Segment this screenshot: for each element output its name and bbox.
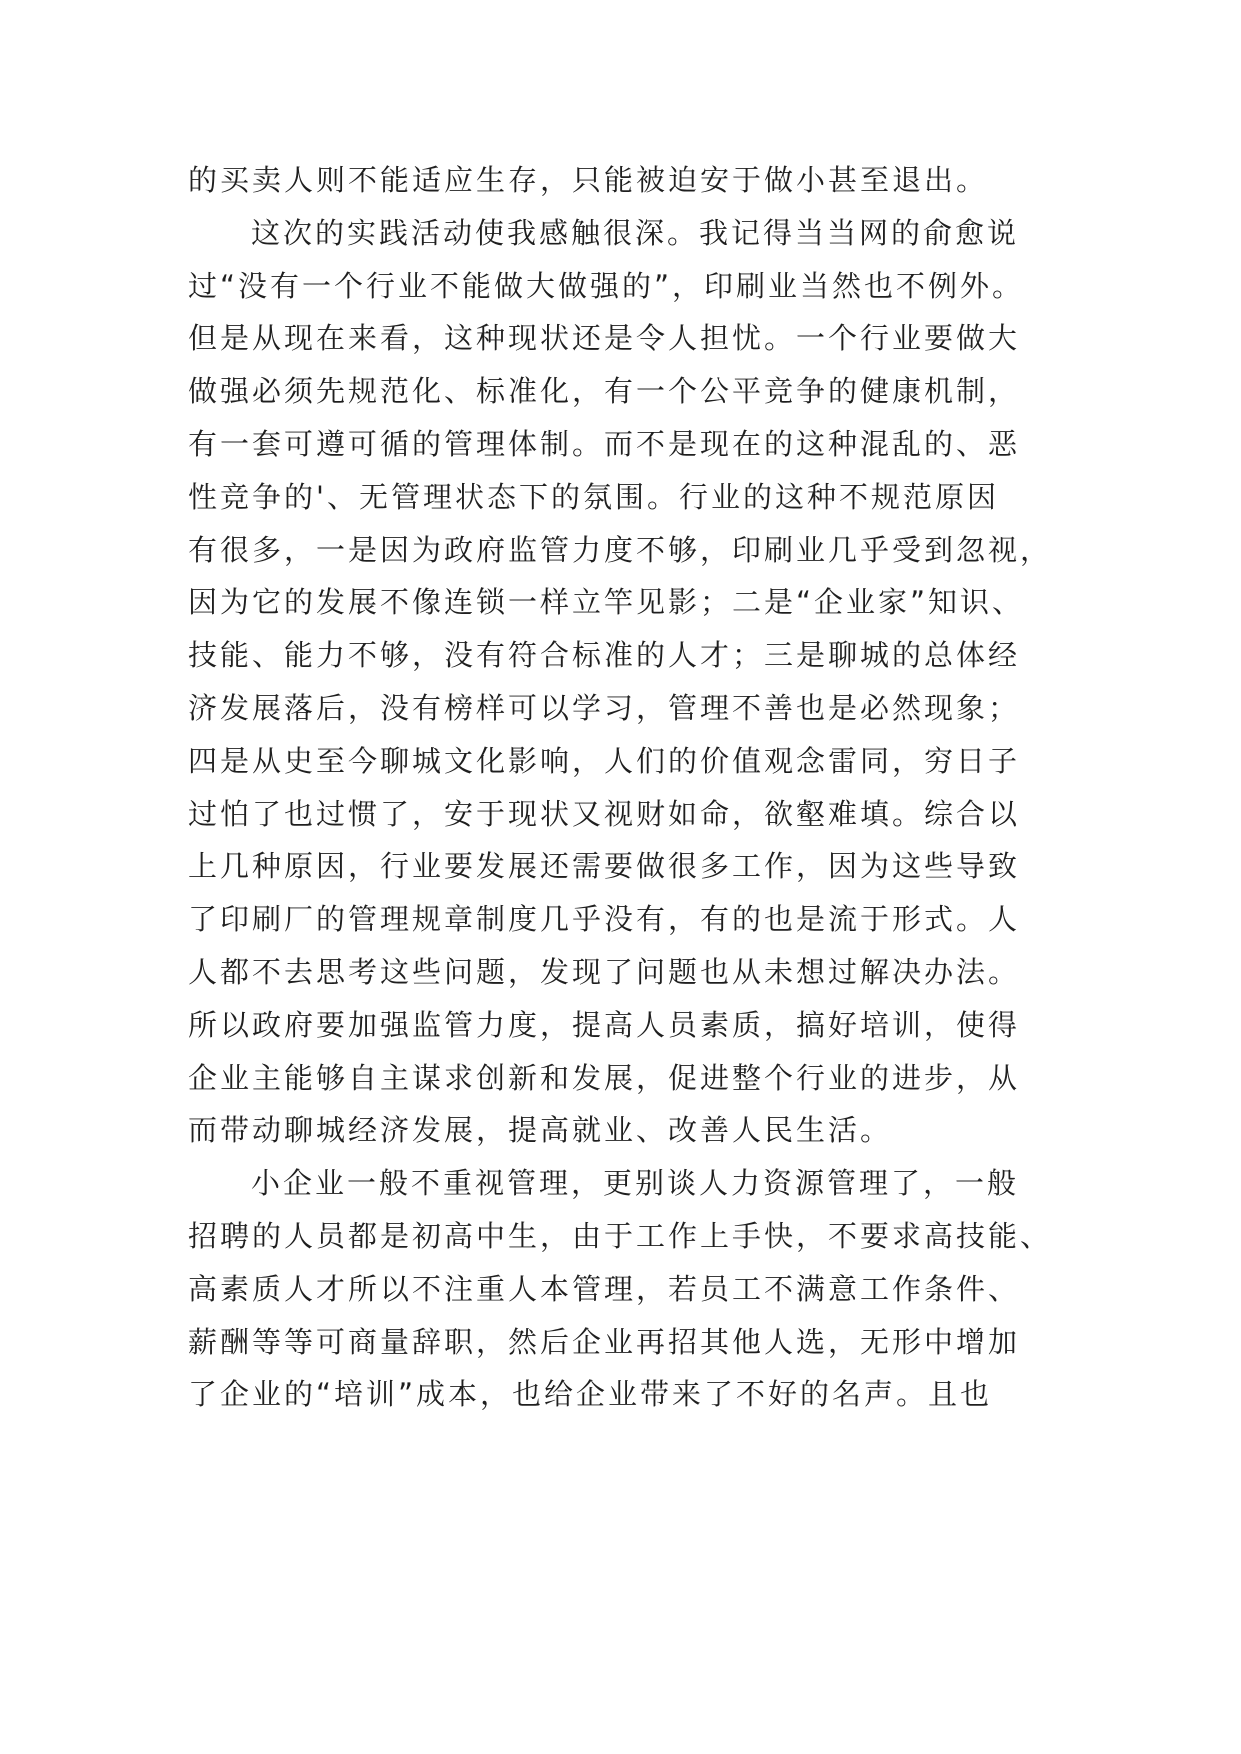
text-line: 做强必须先规范化、标准化，有一个公平竞争的健康机制， bbox=[188, 374, 1021, 409]
text-line: 了企业的“培训”成本，也给企业带来了不好的名声。且也 bbox=[188, 1377, 993, 1412]
text-line: 济发展落后，没有榜样可以学习，管理不善也是必然现象； bbox=[188, 690, 1021, 725]
paragraph-first-line: 这次的实践活动使我感触很深。我记得当当网的俞愈说 bbox=[251, 215, 1020, 250]
text-line: 上几种原因，行业要发展还需要做很多工作，因为这些导致 bbox=[188, 849, 1021, 884]
text-line: 因为它的发展不像连锁一样立竿见影；二是“企业家”知识、 bbox=[188, 585, 1025, 620]
text-line: 但是从现在来看，这种现状还是令人担忧。一个行业要做大 bbox=[188, 321, 1021, 356]
text-line: 招聘的人员都是初高中生，由于工作上手快，不要求高技能、 bbox=[188, 1218, 1053, 1253]
text-line: 性竞争的'、无管理状态下的氛围。行业的这种不规范原因 bbox=[188, 479, 999, 514]
text-line: 过“没有一个行业不能做大做强的”，印刷业当然也不例外。 bbox=[188, 268, 1025, 303]
text-line: 的买卖人则不能适应生存，只能被迫安于做小甚至退出。 bbox=[188, 163, 989, 197]
body-text bbox=[188, 154, 1068, 1421]
text-line: 有很多，一是因为政府监管力度不够，印刷业几乎受到忽视， bbox=[188, 532, 1053, 567]
text-line: 技能、能力不够，没有符合标准的人才；三是聊城的总体经 bbox=[188, 638, 1021, 673]
text-line: 而带动聊城经济发展，提高就业、改善人民生活。 bbox=[188, 1113, 893, 1148]
paragraph-first-line: 小企业一般不重视管理，更别谈人力资源管理了，一般 bbox=[251, 1166, 1020, 1201]
text-line: 薪酬等等可商量辞职，然后企业再招其他人选，无形中增加 bbox=[188, 1324, 1021, 1359]
text-line: 所以政府要加强监管力度，提高人员素质，搞好培训，使得 bbox=[188, 1007, 1021, 1042]
text-line: 人都不去思考这些问题，发现了问题也从未想过解决办法。 bbox=[188, 954, 1021, 989]
text-line: 了印刷厂的管理规章制度几乎没有，有的也是流于形式。人 bbox=[188, 902, 1021, 937]
text-line: 四是从史至今聊城文化影响，人们的价值观念雷同，穷日子 bbox=[188, 743, 1021, 778]
text-line: 过怕了也过惯了，安于现状又视财如命，欲壑难填。综合以 bbox=[188, 796, 1021, 831]
text-line: 企业主能够自主谋求创新和发展，促进整个行业的进步，从 bbox=[188, 1060, 1021, 1095]
text-line: 有一套可遵可循的管理体制。而不是现在的这种混乱的、恶 bbox=[188, 426, 1021, 461]
text-line: 高素质人才所以不注重人本管理，若员工不满意工作条件、 bbox=[188, 1271, 1021, 1306]
